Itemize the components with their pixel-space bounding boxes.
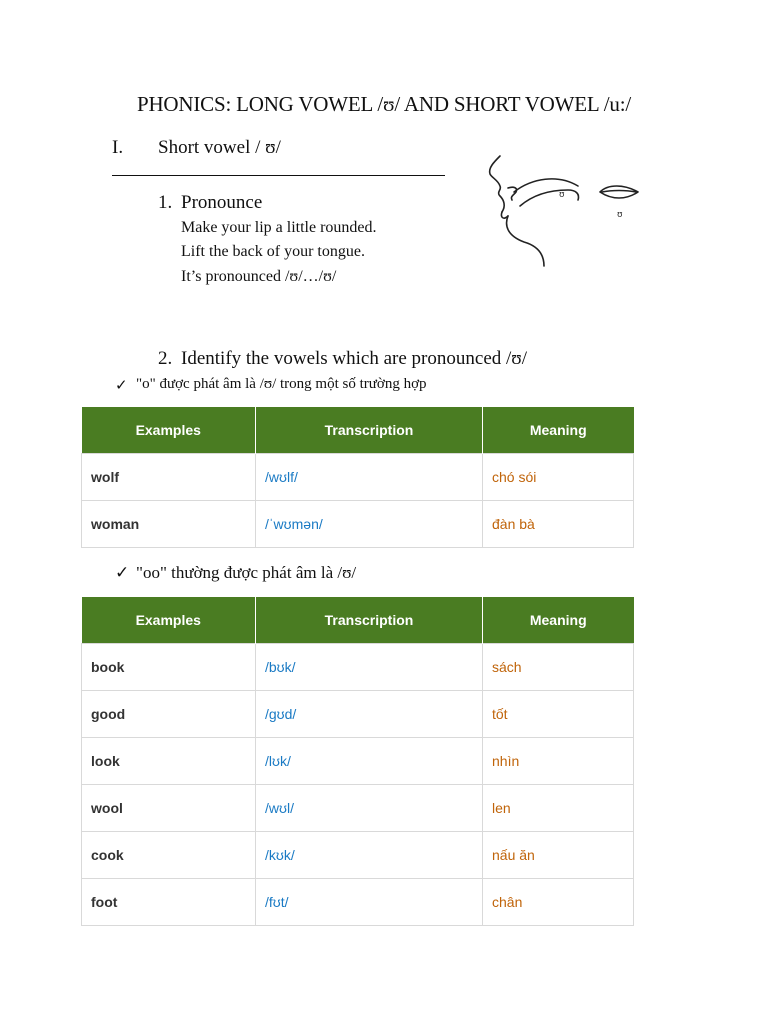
header-transcription: Transcription: [256, 407, 483, 454]
mouth-label: ʊ: [559, 190, 565, 200]
meaning: nhìn: [483, 738, 634, 785]
table-row: [82, 691, 634, 738]
checkmark-icon: ✓: [115, 563, 130, 582]
meaning: sách: [483, 644, 634, 691]
face-profile-line: [490, 156, 505, 212]
mouth-diagram-image: [478, 150, 648, 270]
section-number: I.: [112, 137, 124, 158]
page-title: PHONICS: LONG VOWEL /ʊ/ AND SHORT VOWEL /u:/: [136, 92, 631, 116]
table-row: [82, 644, 634, 691]
identify-number: 2.: [158, 348, 173, 369]
table-row: [82, 832, 634, 879]
jaw-line: [501, 212, 508, 218]
table-row: [82, 879, 634, 926]
example-word: woman: [82, 501, 256, 548]
pronounce-number: 1.: [158, 192, 173, 213]
example-word: wolf: [82, 454, 256, 501]
example-word: foot: [82, 879, 256, 926]
pronounce-line: Make your lip a little rounded.: [181, 219, 377, 236]
transcription: /ˈwʊmən/: [256, 501, 483, 548]
lip-detail-line: [508, 187, 517, 200]
meaning: chân: [483, 879, 634, 926]
table-row: [82, 738, 634, 785]
example-word: cook: [82, 832, 256, 879]
pronounce-line: It’s pronounced /ʊ/…/ʊ/: [181, 268, 337, 285]
bullet-text: "o" được phát âm là /ʊ/ trong một số trường hợp: [136, 376, 427, 392]
bullet-text: "oo" thường được phát âm là /ʊ/: [136, 563, 357, 582]
section-title: Short vowel / ʊ/: [158, 137, 281, 158]
checkmark-icon: ✓: [115, 378, 128, 394]
header-transcription: Transcription: [256, 597, 483, 644]
examples-table-o: [81, 407, 634, 548]
example-word: wool: [82, 785, 256, 832]
transcription: /lʊk/: [256, 738, 483, 785]
meaning: chó sói: [483, 454, 634, 501]
meaning: tốt: [483, 691, 634, 738]
section-divider: [112, 175, 445, 176]
table-header-row: [82, 407, 634, 454]
table-row: [82, 501, 634, 548]
transcription: /wʊl/: [256, 785, 483, 832]
header-meaning: Meaning: [483, 597, 634, 644]
transcription: /bʊk/: [256, 644, 483, 691]
transcription: /gʊd/: [256, 691, 483, 738]
transcription: /kʊk/: [256, 832, 483, 879]
header-examples: Examples: [82, 597, 256, 644]
meaning: nấu ăn: [483, 832, 634, 879]
transcription: /wʊlf/: [256, 454, 483, 501]
tongue-line: [520, 190, 579, 206]
meaning: đàn bà: [483, 501, 634, 548]
example-word: look: [82, 738, 256, 785]
header-meaning: Meaning: [483, 407, 634, 454]
lips-label: ʊ: [617, 210, 623, 220]
transcription: /fʊt/: [256, 879, 483, 926]
example-word: book: [82, 644, 256, 691]
pronounce-title: Pronounce: [181, 192, 263, 213]
table-header-row: [82, 597, 634, 644]
example-word: good: [82, 691, 256, 738]
identify-title: Identify the vowels which are pronounced /ʊ/: [181, 348, 527, 369]
examples-table-oo: [81, 597, 634, 926]
lips-center-line: [602, 191, 636, 193]
meaning: len: [483, 785, 634, 832]
header-examples: Examples: [82, 407, 256, 454]
table-row: [82, 454, 634, 501]
throat-line: [507, 216, 544, 266]
table-row: [82, 785, 634, 832]
pronounce-line: Lift the back of your tongue.: [181, 243, 365, 260]
